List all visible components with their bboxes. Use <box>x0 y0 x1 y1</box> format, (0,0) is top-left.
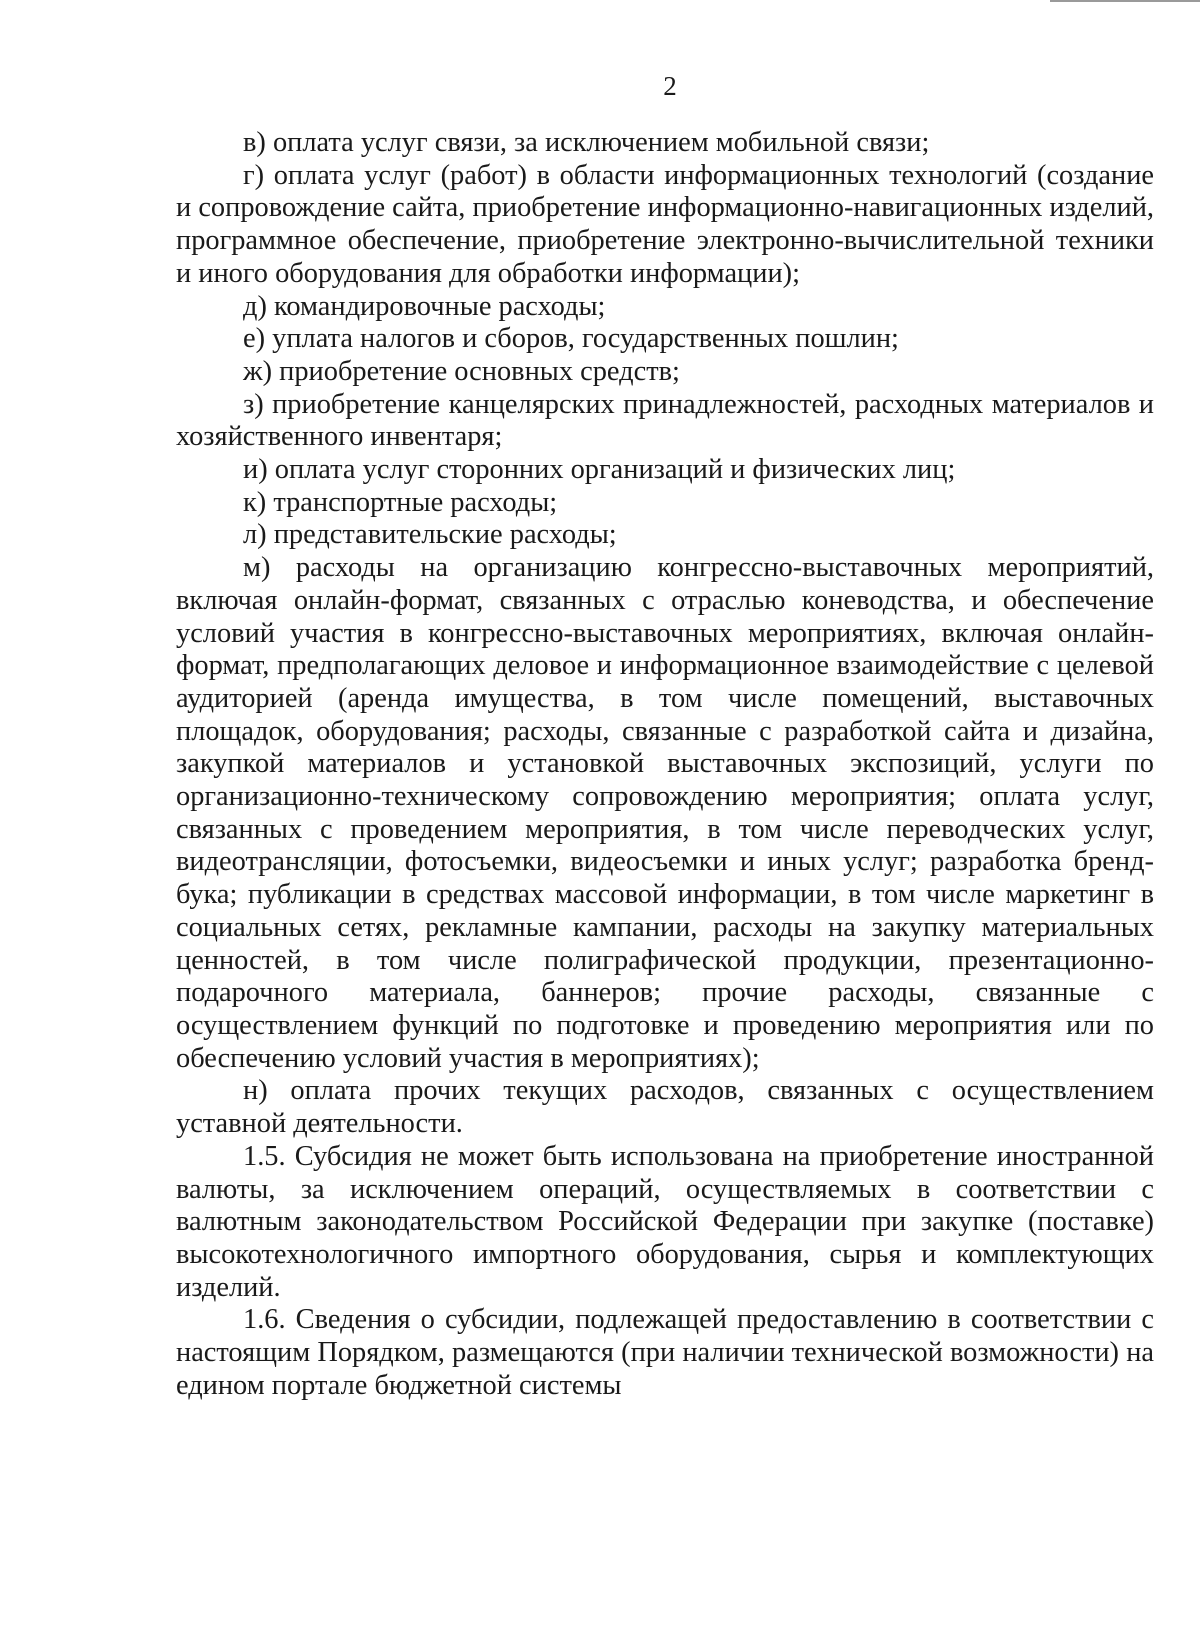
paragraph-item-k: к) транспортные расходы; <box>243 486 558 518</box>
paragraph-item-i: и) оплата услуг сторонних организаций и физических лиц; <box>243 454 956 486</box>
paragraph-item-z: з) приобретение канцелярских принадлежностей, расходных материалов и хозяйственного инвентаря; <box>176 388 1154 453</box>
document-body <box>176 127 1154 1402</box>
paragraph-item-m: м) расходы на организацию конгрессно-выставочных мероприятий, включая онлайн-формат, связанных с отраслью коневодства, и обеспечение условий участия в конгрессно-выставочных мероприятиях, включая онлайн-формат, предполагающих деловое и информационное взаимодействие с целевой аудиторией (аренда имущества, в том числе помещений, выставочных площадок, оборудования; расходы, связанные с разработкой сайта и дизайна, закупкой материалов и установкой выставочных экспозиций, услуги по организационно-техническому сопровождению мероприятия; оплата услуг, связанных с проведением мероприятия, в том числе переводческих услуг, видеотрансляции, фотосъемки, видеосъемки и иных услуг; разработка бренд-бука; публикации в средствах массовой информации, в том числе маркетинг в социальных сетях, рекламные кампании, расходы на закупку материальных ценностей, в том числе полиграфической продукции, презентационно-подарочного материала, баннеров; прочие расходы, связанные с осуществлением функций по подготовке и проведению мероприятия или по обеспечению условий участия в мероприятиях); <box>176 552 1154 1074</box>
paragraph-item-e: е) уплата налогов и сборов, государственных пошлин; <box>243 323 899 355</box>
page-number: 2 <box>663 71 677 101</box>
paragraph-clause-1-5: 1.5. Субсидия не может быть использована на приобретение иностранной валюты, за исключением операций, осуществляемых в соответствии с валютным законодательством Российской Федерации при закупке (поставке) высокотехнологичного импортного оборудования, сырья и комплектующих изделий. <box>176 1140 1154 1303</box>
paragraph-item-g: г) оплата услуг (работ) в области информационных технологий (создание и сопровождение сайта, приобретение информационно-навигационных изделий, программное обеспечение, приобретение электронно-вычислительной техники и иного оборудования для обработки информации); <box>176 159 1154 289</box>
paragraph-item-n: н) оплата прочих текущих расходов, связанных с осуществлением уставной деятельности. <box>176 1075 1154 1140</box>
paragraph-item-v: в) оплата услуг связи, за исключением мобильной связи; <box>243 127 930 158</box>
paragraph-item-l: л) представительские расходы; <box>243 519 617 551</box>
scan-edge-mark <box>1050 0 1200 2</box>
paragraph-clause-1-6: 1.6. Сведения о субсидии, подлежащей предоставлению в соответствии с настоящим Порядком, размещаются (при наличии технической возможности) на едином портале бюджетной системы <box>176 1304 1154 1401</box>
paragraph-item-zh: ж) приобретение основных средств; <box>243 355 680 387</box>
paragraph-item-d: д) командировочные расходы; <box>243 290 606 322</box>
